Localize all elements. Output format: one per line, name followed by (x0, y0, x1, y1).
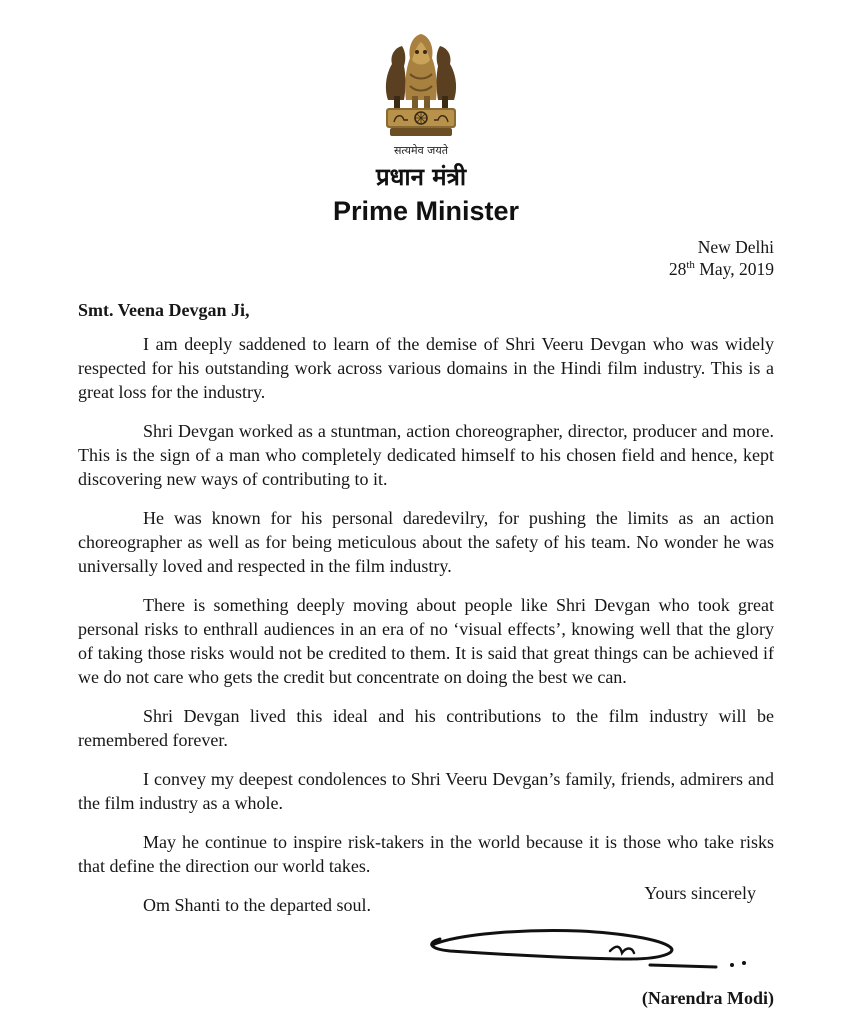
dateline-date (669, 258, 774, 280)
paragraph: I convey my deepest condolences to Shri Veeru Devgan’s family, friends, admirers and the film industry as a whole. (78, 769, 774, 813)
salutation: Smt. Veena Devgan Ji, (78, 300, 250, 320)
national-emblem-icon (382, 30, 460, 142)
paragraph: He was known for his personal daredevilry, for pushing the limits as an action choreographer as well as for being meticulous about the safety of his team. No wonder he was universally loved and respected in the film industry. (78, 508, 774, 576)
paragraph: There is something deeply moving about people like Shri Devgan who took great personal risks to enthrall audiences in an era of no ‘visual effects’, knowing well that the glory of taking those risks would not be credited to them. It is said that great things can be achieved if we do not care who gets the credit but concentrate on doing the best we can. (78, 595, 774, 687)
paragraph: Shri Devgan worked as a stuntman, action choreographer, director, producer and more. This is the sign of a man who completely dedicated himself to his chosen field and hence, kept discovering new ways of contributing to it. (78, 421, 774, 489)
emblem-motto: सत्यमेव जयते (393, 144, 448, 157)
paragraph: May he continue to inspire risk-takers in the world because it is those who take risks that define the direction our world takes. (78, 832, 774, 876)
signature (420, 925, 760, 980)
date-month-year: May, 2019 (694, 259, 774, 279)
letterhead-title-english: Prime Minister (332, 196, 520, 226)
letter-body (78, 332, 774, 932)
letterhead-title-hindi: प्रधान मंत्री (375, 163, 467, 191)
dateline (669, 236, 774, 280)
paragraph: Shri Devgan lived this ideal and his contributions to the film industry will be remembered forever. (78, 706, 774, 750)
date-day-suffix: th (686, 259, 695, 272)
paragraph: I am deeply saddened to learn of the demise of Shri Veeru Devgan who was widely respected for his outstanding work across various domains in the Hindi film industry. This is a great loss for the industry. (78, 334, 774, 402)
closing: Yours sincerely (644, 883, 756, 903)
dateline-place: New Delhi (697, 237, 774, 257)
date-day: 28 (668, 259, 687, 279)
paragraph: Om Shanti to the departed soul. (143, 895, 371, 915)
signatory-name: (Narendra Modi) (641, 988, 774, 1008)
